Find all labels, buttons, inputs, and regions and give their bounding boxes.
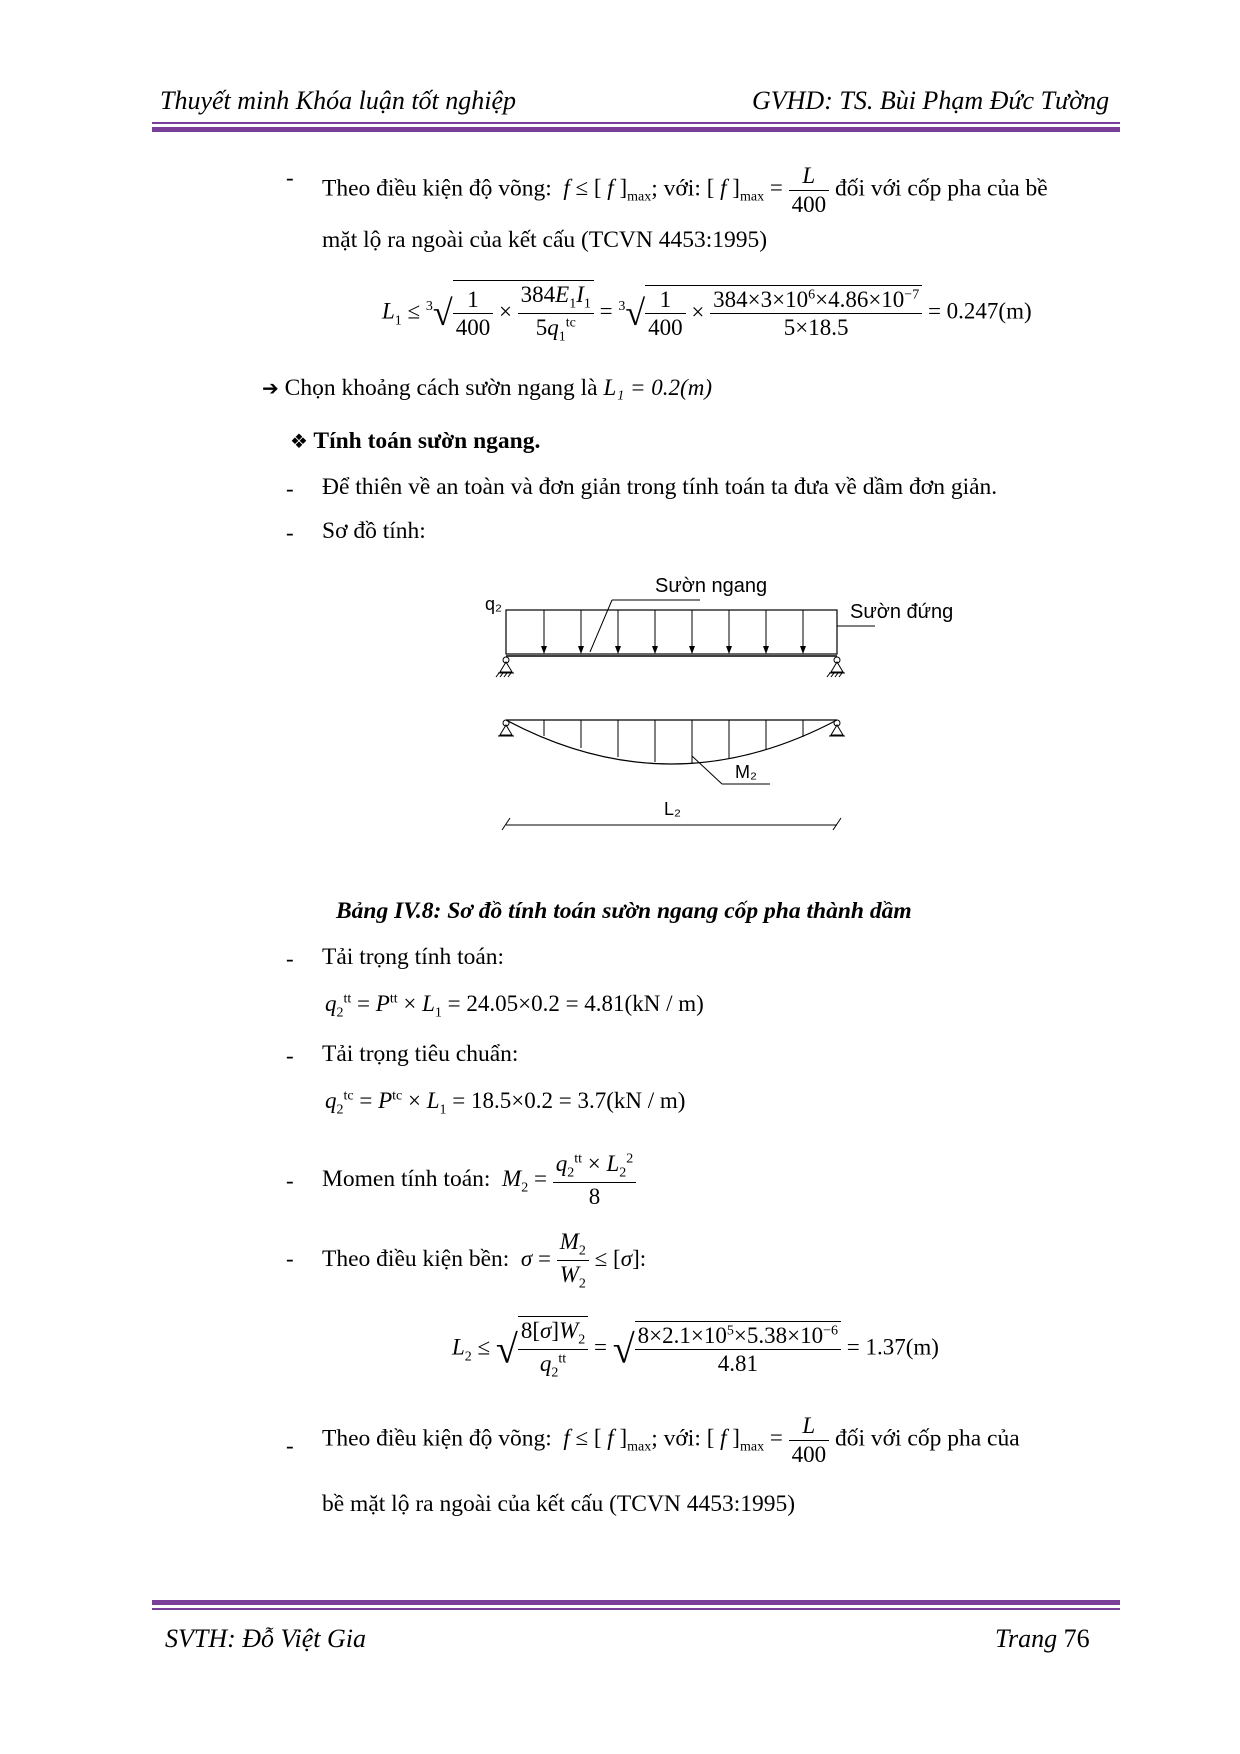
footer-page: [995, 1624, 1090, 1654]
footer-left: SVTH: Đỗ Việt Gia: [165, 1624, 366, 1653]
header-left: Thuyết minh Khóa luận tốt nghiệp: [160, 86, 517, 115]
footer-page-label: Trang: [995, 1624, 1058, 1653]
section-title-text: Tính toán sườn ngang.: [313, 428, 541, 454]
footer-rule-thin: [152, 1608, 1120, 1610]
bullet-dash: -: [286, 476, 294, 501]
choose-text: Chọn khoảng cách sườn ngang là: [284, 375, 598, 401]
strength-line: [322, 1228, 646, 1294]
header-rule-thick: [152, 127, 1120, 132]
bullet-scheme: Sơ đồ tính:: [322, 518, 426, 544]
deflection-2-tail: đối với cốp pha của: [834, 1425, 1020, 1452]
label-m2: M₂: [735, 762, 757, 782]
bullet-dash: -: [286, 1168, 294, 1193]
leader-suon-ngang: [590, 600, 612, 652]
deflection-2-math: f ≤ [ f ]$_{max}$: [563, 1425, 652, 1455]
section-title: [290, 427, 540, 455]
deflection-2-limit: [ f ]$_{max}$ = $\frac{L}{400}$: [707, 1425, 829, 1450]
load-std-value: = 18.5×0.2 = 3.7(kN / m): [452, 1088, 686, 1113]
choose-value: L₁ = 0.2(m): [603, 375, 712, 400]
moment-line: [322, 1150, 636, 1211]
arrow-right-icon: ➔: [262, 376, 279, 400]
bullet-dash: -: [286, 1043, 294, 1068]
formula-L2-result: = 1.37(m): [846, 1334, 939, 1360]
deflection-2-with: ; với:: [651, 1425, 701, 1452]
figure-caption: Bảng IV.8: Sơ đồ tính toán sườn ngang cốp pha thành dầm: [336, 898, 912, 924]
deflection-1-math: f ≤ [ f ]$_{max}$: [563, 175, 652, 205]
deflection-1-line2: mặt lộ ra ngoài của kết cấu (TCVN 4453:1995): [322, 227, 768, 253]
load-block: [506, 610, 837, 654]
deflection-1-label: Theo điều kiện độ võng:: [322, 175, 552, 202]
load-arrowheads: [541, 646, 806, 654]
header-rule-thin: [152, 122, 1120, 124]
footer-rule-thick: [152, 1600, 1120, 1605]
header-right: GVHD: TS. Bùi Phạm Đức Tường: [752, 86, 1110, 115]
load-design-value: = 24.05×0.2 = 4.81(kN / m): [447, 991, 704, 1016]
load-design-label: Tải trọng tính toán:: [322, 944, 505, 970]
strength-formula: σ = $\frac{M_2}{W_2}$ ≤ [σ]:: [520, 1229, 647, 1292]
bullet-dash: -: [286, 520, 294, 545]
bullet-dash: -: [286, 1246, 294, 1271]
deflection-2-line2: bề mặt lộ ra ngoài của kết cấu (TCVN 4453:1995): [322, 1491, 796, 1517]
load-std-label: Tải trọng tiêu chuẩn:: [322, 1041, 519, 1067]
deflection-1-tail: đối với cốp pha của bề: [834, 175, 1048, 202]
choose-line: [262, 374, 712, 402]
bullet-dash: -: [286, 946, 294, 971]
diamond-bullet-icon: ❖: [290, 429, 308, 453]
label-suon-ngang: Sườn ngang: [655, 575, 768, 597]
deflection-1-line: [322, 162, 1048, 218]
moment-label: Momen tính toán:: [322, 1165, 491, 1192]
load-design-formula: $q_2^{tt} = P^{tt} \times L_1 = 24.05\times 0.2 = 4.81(kN / m)$: [325, 991, 704, 1021]
deflection-2-label: Theo điều kiện độ võng:: [322, 1425, 552, 1452]
formula-L1-result: = 0.247(m): [927, 298, 1032, 324]
label-q2: q₂: [485, 594, 502, 614]
dimension-tick-right: [833, 818, 841, 830]
footer-page-number: 76: [1063, 1624, 1090, 1653]
bullet-dash: -: [286, 165, 294, 190]
support-right-icon: [827, 657, 845, 677]
deflection-1-limit: [ f ]$_{max}$ = $\frac{L}{400}$: [707, 175, 829, 200]
moment-hatch: [544, 720, 803, 763]
bullet-safety: Để thiên về an toàn và đơn giản trong tính toán ta đưa về dầm đơn giản.: [322, 474, 998, 500]
label-l2: L₂: [664, 799, 681, 819]
load-std-formula: $q_2^{tc} = P^{tc} \times L_1 = 18.5\times 0.2 = 3.7(kN / m)$: [325, 1088, 686, 1118]
label-suon-dung: Sườn đứng: [850, 601, 954, 623]
strength-label: Theo điều kiện bền:: [322, 1246, 510, 1273]
formula-L1: $L_1 \le ^3√$ $\frac{1}{400}$ × $\frac{384E_1I_1}{5q_1^{tc}}$ = $^3$√ $\frac{1}{400}$ × $\frac{384\times 3\times 10^6\times 4.86\times 10^{-7}}{5\times 18.5}$ = 0.247(m): [382, 282, 1032, 345]
bullet-dash: -: [286, 1433, 294, 1458]
moment-formula: $M_2$ = $\frac{q_2^{tt} \times L_2^2}{8}$: [496, 1166, 636, 1191]
formula-L2: $L_2$ ≤ √ $\frac{8[\sigma]W_2}{q_2^{tt}}$ = √ $\frac{8\times 2.1\times 10^5\times 5.38\times 10^{-6}}{4.81}$ = 1.37(m): [452, 1318, 939, 1381]
deflection-2-line: [322, 1412, 1020, 1468]
moment-curve: [506, 720, 837, 764]
beam-diagram: [470, 560, 990, 840]
load-arrows: [544, 610, 803, 650]
deflection-1-with: ; với:: [651, 175, 701, 202]
support-left-icon: [496, 657, 514, 677]
dimension-tick-left: [502, 818, 510, 830]
